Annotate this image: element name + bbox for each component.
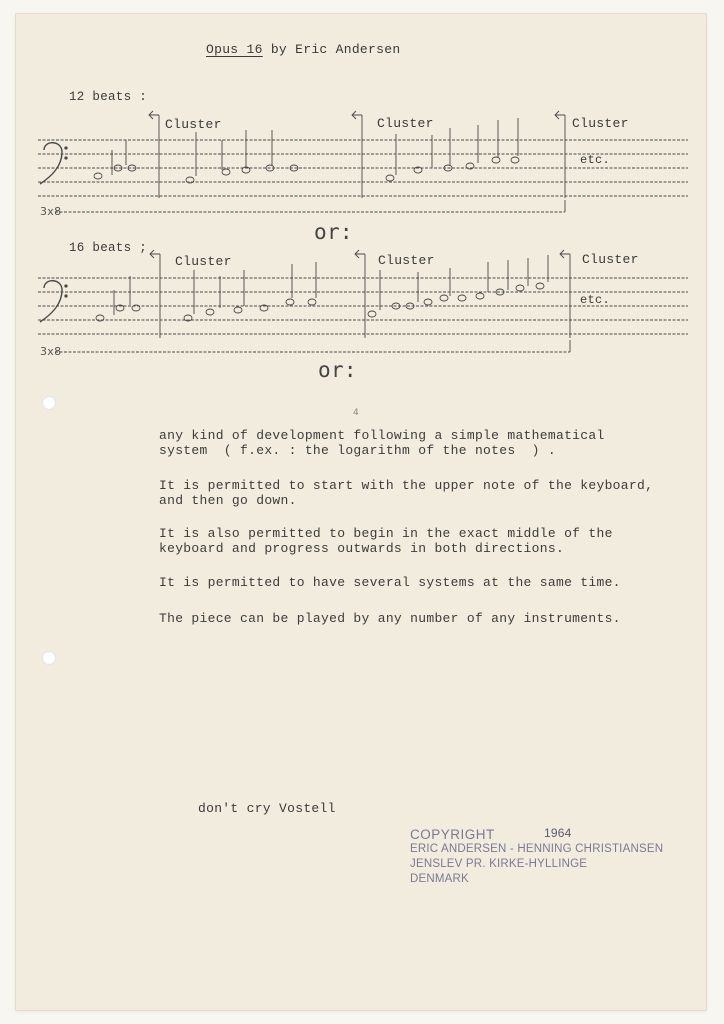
staff-system-1 bbox=[38, 111, 688, 212]
stamp-year: 1964 bbox=[544, 826, 572, 840]
stamp-copyright: COPYRIGHT bbox=[410, 827, 495, 842]
author-byline: by Eric Andersen bbox=[262, 42, 401, 57]
system1-multiplier: 3x8 bbox=[40, 205, 62, 218]
stamp-country: DENMARK bbox=[410, 873, 469, 885]
system2-multiplier: 3x8 bbox=[40, 345, 62, 358]
system1-cluster-label-1: Cluster bbox=[165, 117, 222, 132]
staff-system-2 bbox=[38, 250, 688, 352]
stamp-names: ERIC ANDERSEN - HENNING CHRISTIANSEN bbox=[410, 843, 664, 855]
paragraph-several-systems: It is permitted to have several systems at the same time. bbox=[159, 575, 621, 590]
opus-title: Opus 16 bbox=[206, 42, 263, 57]
paragraph-instruments: The piece can be played by any number of any instruments. bbox=[159, 611, 621, 626]
system2-beats-label: 16 beats ; bbox=[69, 241, 148, 255]
system1-etc: etc. bbox=[580, 153, 611, 167]
paragraph-start-upper: It is permitted to start with the upper note of the keyboard, and then go down. bbox=[159, 478, 654, 508]
page-mark: 4 bbox=[353, 408, 360, 418]
system2-cluster-label-1: Cluster bbox=[175, 254, 232, 269]
copyright-stamp bbox=[410, 827, 663, 887]
paragraph-development: any kind of development following a simple mathematical system ( f.ex. : the logarithm of the notes ) . bbox=[159, 428, 605, 458]
signoff: don't cry Vostell bbox=[198, 801, 336, 816]
system2-cluster-label-3: Cluster bbox=[582, 252, 639, 267]
system2-cluster-label-2: Cluster bbox=[378, 253, 435, 268]
system1-beats-label: 12 beats : bbox=[69, 90, 148, 104]
system1-cluster-label-2: Cluster bbox=[377, 116, 434, 131]
stamp-address: JENSLEV PR. KIRKE-HYLLINGE bbox=[410, 858, 588, 870]
or-separator-2: or: bbox=[318, 358, 357, 382]
system2-etc: etc. bbox=[580, 293, 611, 307]
system1-cluster-label-3: Cluster bbox=[572, 116, 629, 131]
or-separator-1: or: bbox=[314, 220, 353, 244]
paragraph-middle: It is also permitted to begin in the exact middle of the keyboard and progress outwards in both directions. bbox=[159, 526, 613, 556]
